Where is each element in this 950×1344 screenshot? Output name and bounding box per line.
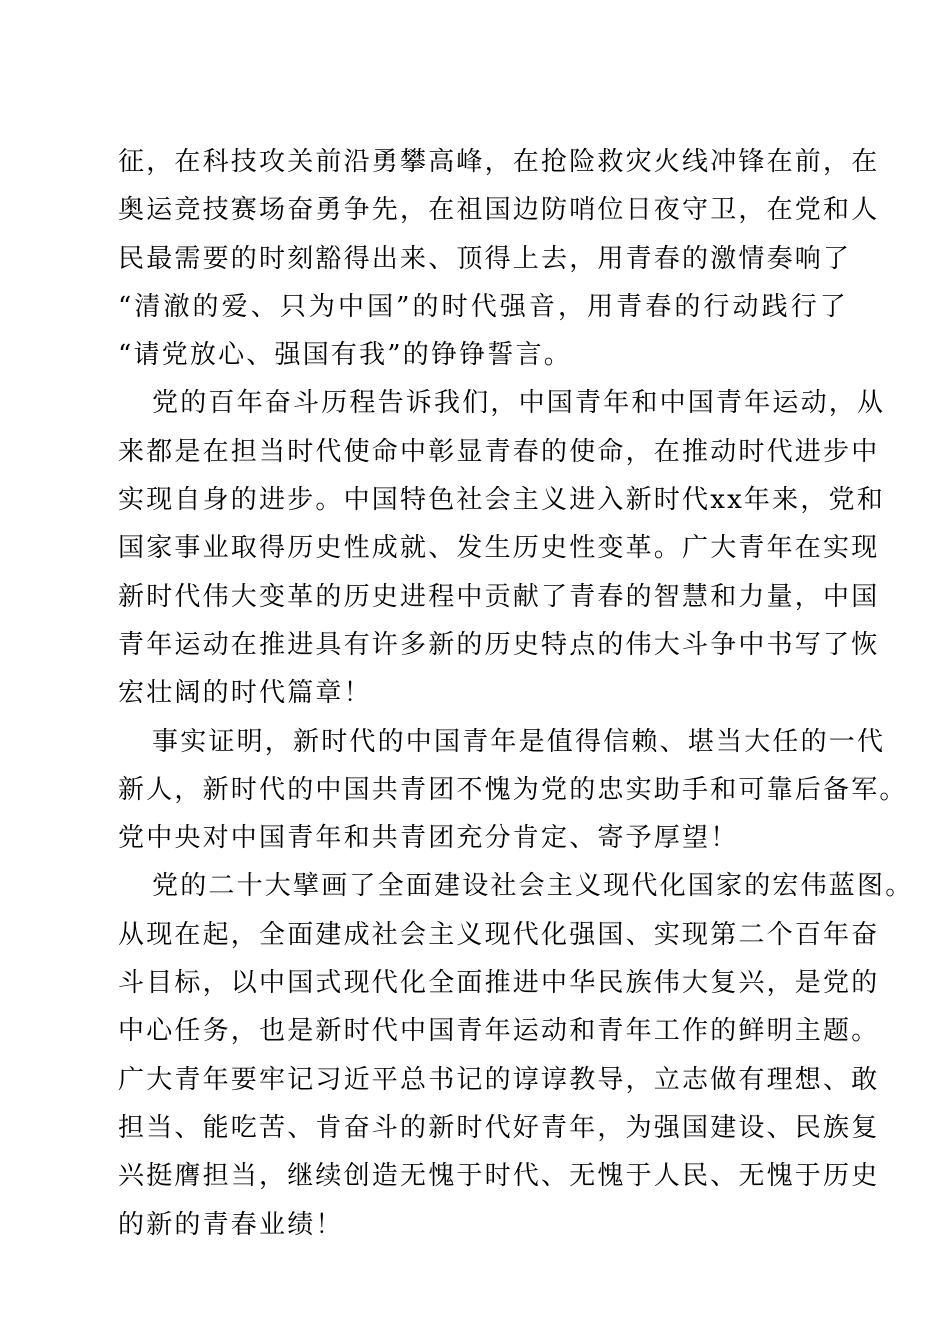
paragraph-3-line-3: 党中央对中国青年和共青团充分肯定、寄予厚望！ [118, 823, 739, 854]
paragraph-1-line-3: 民最需要的时刻豁得出来、顶得上去，用青春的激情奏响了 [118, 243, 852, 274]
paragraph-4-line-1: 党的二十大擘画了全面建设社会主义现代化国家的宏伟蓝图。 [152, 871, 914, 902]
paragraph-1-line-4: “清澈的爱、只为中国”的时代强音，用青春的行动践行了 [118, 291, 848, 322]
paragraph-4-line-7: 兴挺膺担当，继续创造无愧于时代、无愧于人民、无愧于历史 [118, 1161, 880, 1192]
paragraph-4-line-4: 中心任务，也是新时代中国青年运动和青年工作的鲜明主题。 [118, 1016, 880, 1047]
paragraph-2-line-4: 国家事业取得历史性成就、发生历史性变革。广大青年在实现 [118, 533, 880, 564]
paragraph-1-line-5: “请党放心、强国有我”的铮铮誓言。 [118, 340, 572, 371]
paragraph-2-line-2: 来都是在担当时代使命中彰显青春的使命，在推动时代进步中 [118, 436, 880, 467]
paragraph-2-line-5: 新时代伟大变革的历史进程中贡献了青春的智慧和力量，中国 [118, 581, 880, 612]
paragraph-1-line-1: 征，在科技攻关前沿勇攀高峰，在抢险救灾火线冲锋在前，在 [118, 147, 880, 177]
document-body [118, 138, 914, 1249]
paragraph-2-line-1: 党的百年奋斗历程告诉我们，中国青年和中国青年运动，从 [152, 388, 886, 419]
paragraph-2-line-6: 青年运动在推进具有许多新的历史特点的伟大斗争中书写了恢 [118, 629, 880, 660]
paragraph-2-line-7: 宏壮阔的时代篇章！ [118, 678, 372, 709]
paragraph-4-line-2: 从现在起，全面建成社会主义现代化强国、实现第二个百年奋 [118, 919, 880, 950]
paragraph-4-line-6: 担当、能吃苦、肯奋斗的新时代好青年，为强国建设、民族复 [118, 1112, 880, 1143]
paragraph-2-line-3: 实现自身的进步。中国特色社会主义进入新时代xx年来，党和 [118, 485, 885, 516]
paragraph-4-line-3: 斗目标，以中国式现代化全面推进中华民族伟大复兴，是党的 [118, 968, 880, 999]
paragraph-1-line-2: 奥运竞技赛场奋勇争先，在祖国边防哨位日夜守卫，在党和人 [118, 195, 880, 226]
paragraph-3-line-1: 事实证明，新时代的中国青年是值得信赖、堪当大任的一代 [152, 726, 886, 757]
paragraph-3-line-2: 新人，新时代的中国共青团不愧为党的忠实助手和可靠后备军。 [118, 774, 908, 805]
paragraph-4-line-5: 广大青年要牢记习近平总书记的谆谆教导，立志做有理想、敢 [118, 1064, 880, 1095]
paragraph-4-line-8: 的新的青春业绩！ [118, 1209, 344, 1240]
